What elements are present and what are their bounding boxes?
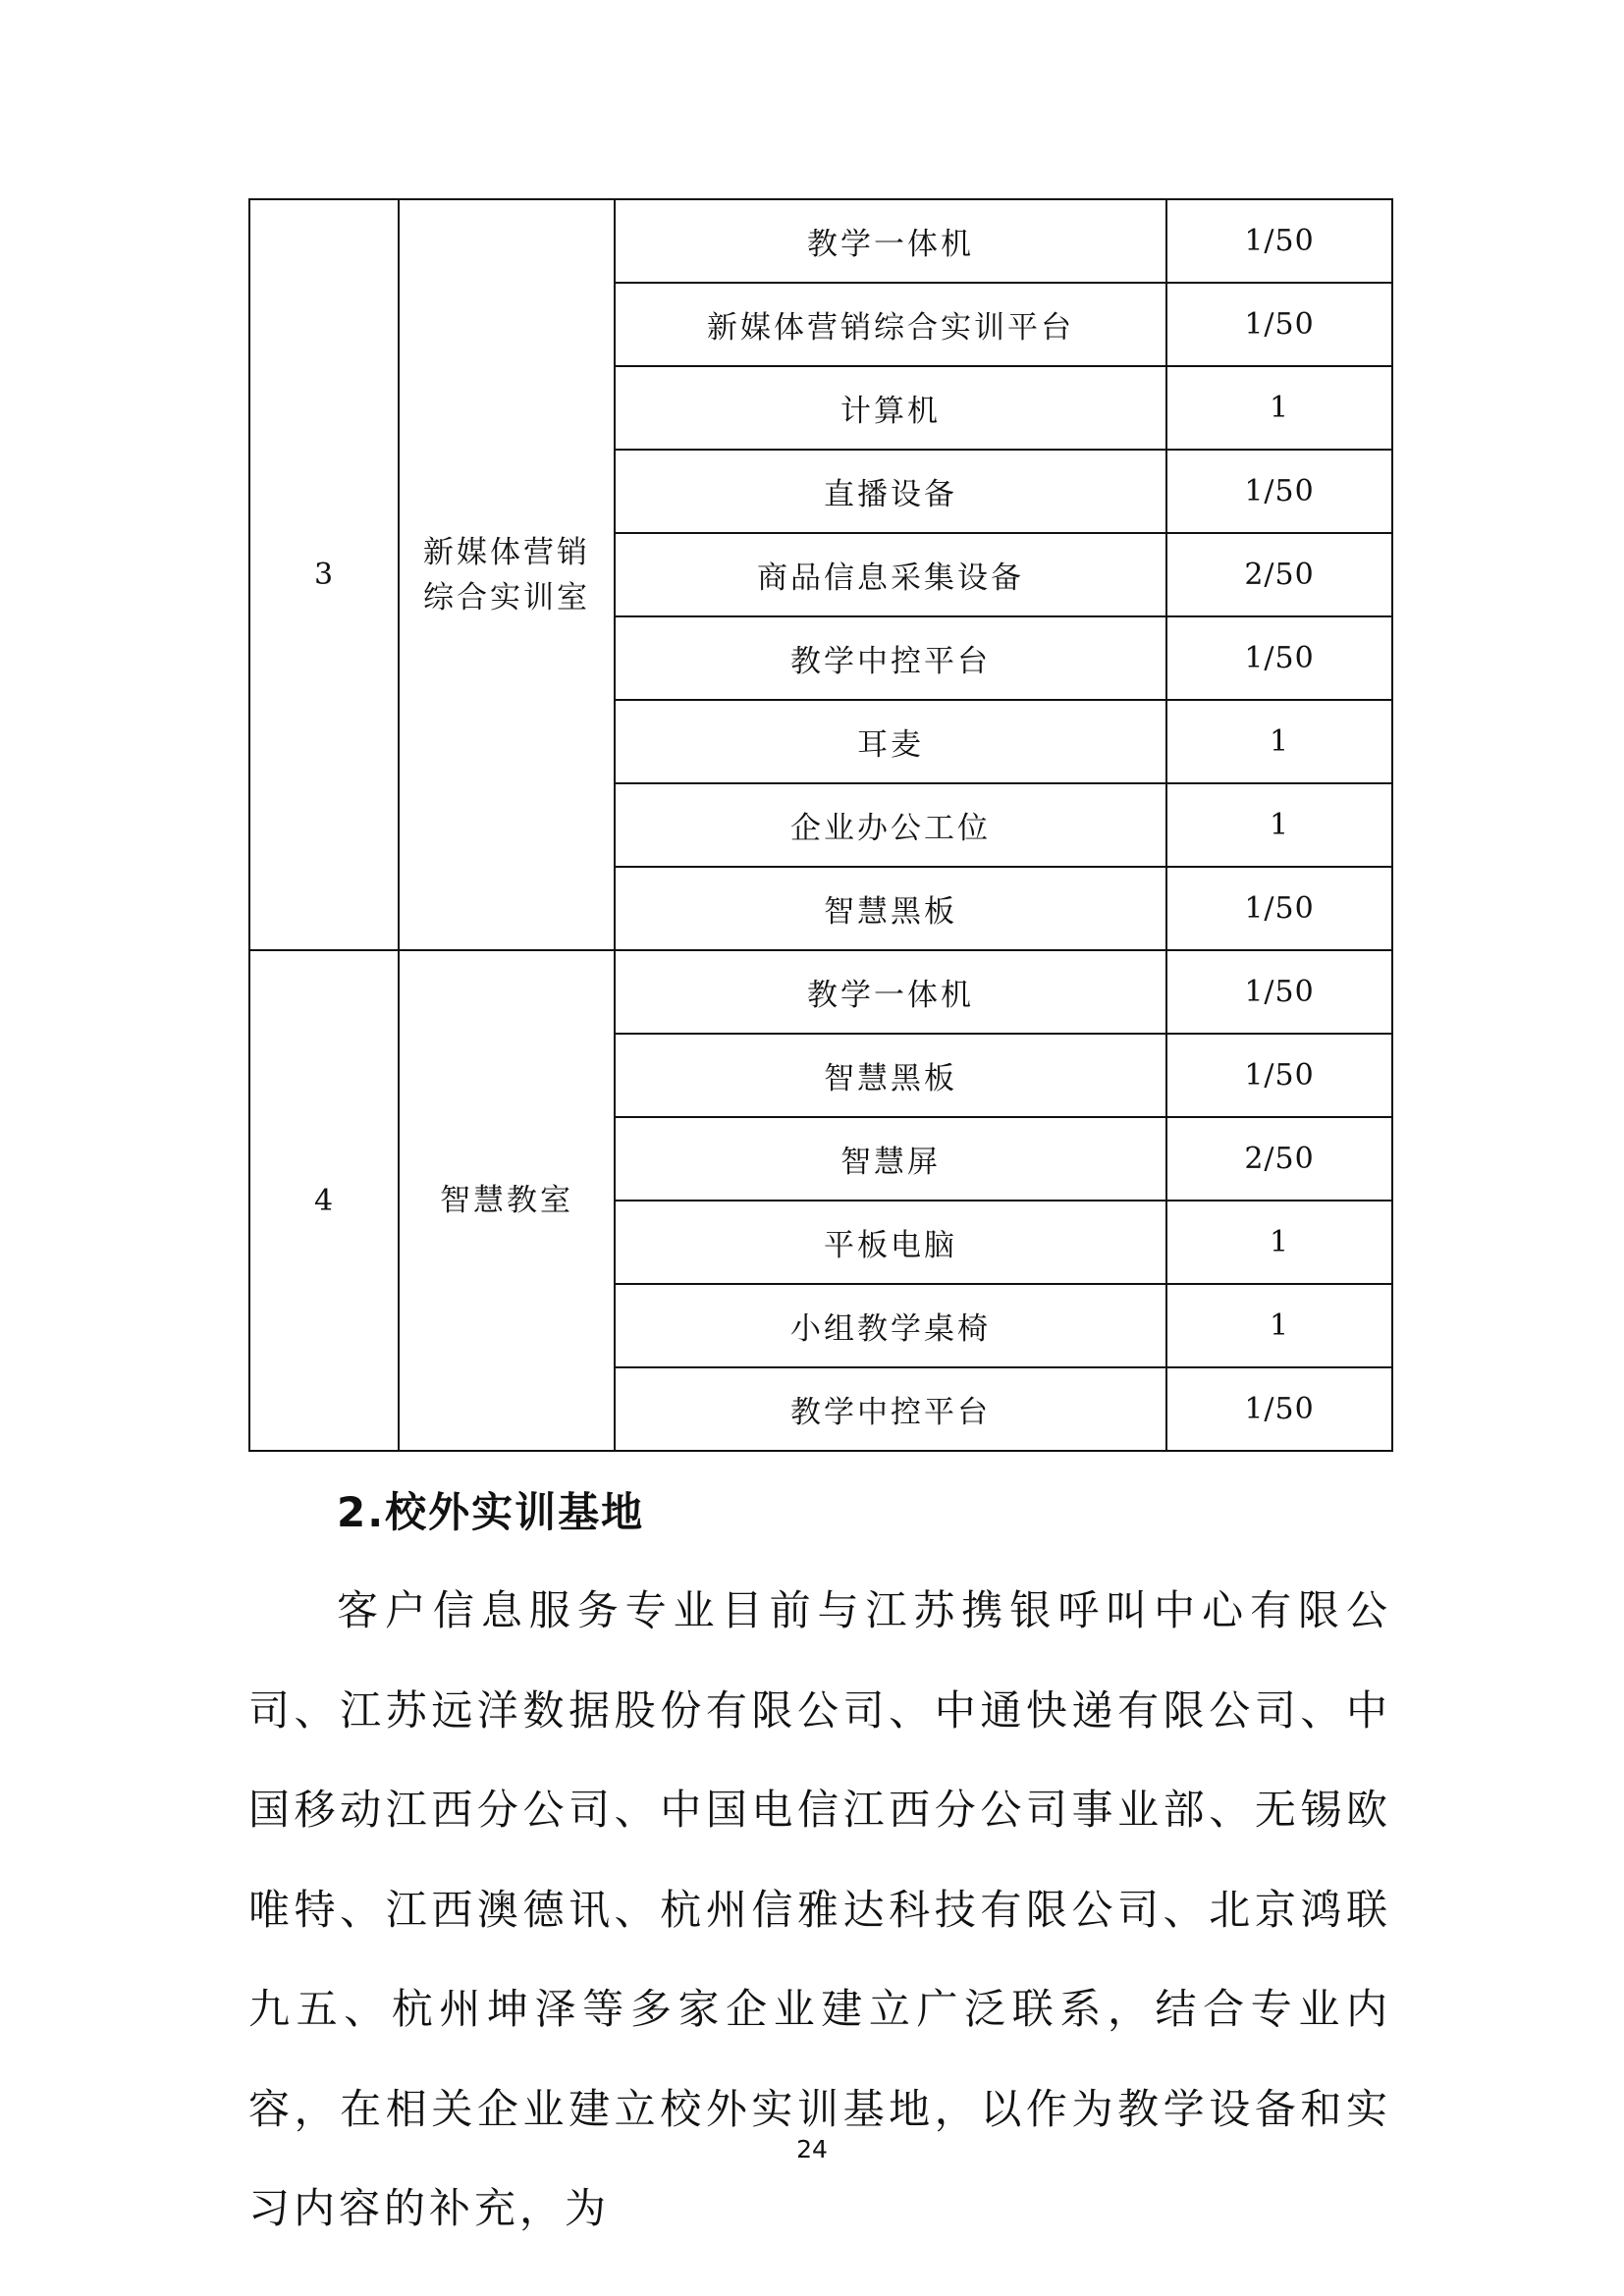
table-row (249, 950, 1392, 1034)
equipment-table (248, 198, 1393, 1452)
section-heading: 2.校外实训基地 (337, 1488, 645, 1536)
quantity-cell: 1/50 (1166, 867, 1392, 950)
quantity-cell: 1 (1166, 366, 1392, 450)
quantity-cell: 1/50 (1166, 199, 1392, 283)
equipment-name-cell: 计算机 (615, 366, 1166, 450)
equipment-name-cell: 智慧屏 (615, 1117, 1166, 1201)
row-number-cell: 4 (249, 950, 399, 1451)
page-number: 24 (796, 2135, 828, 2163)
equipment-name-cell: 直播设备 (615, 450, 1166, 533)
quantity-cell: 1 (1166, 1284, 1392, 1367)
equipment-name-cell: 平板电脑 (615, 1201, 1166, 1284)
row-number-cell: 3 (249, 199, 399, 950)
quantity-cell: 1 (1166, 783, 1392, 867)
room-name-line: 智慧教室 (440, 1183, 573, 1218)
body-paragraph: 客户信息服务专业目前与江苏携银呼叫中心有限公司、江苏远洋数据股份有限公司、中通快递有限公司、中国移动江西分公司、中国电信江西分公司事业部、无锡欧唯特、江西澳德讯、杭州信雅达科技有限公司、北京鸿联九五、杭州坤泽等多家企业建立广泛联系，结合专业内容，在相关企业建立校外实训基地，以作为教学设备和实习内容的补充，为 (248, 1586, 1391, 2232)
room-name-line: 综合实训室 (423, 579, 590, 615)
equipment-name-cell: 小组教学桌椅 (615, 1284, 1166, 1367)
quantity-cell: 2/50 (1166, 533, 1392, 616)
table-row (249, 199, 1392, 283)
equipment-name-cell: 教学中控平台 (615, 616, 1166, 700)
quantity-cell: 1 (1166, 700, 1392, 783)
equipment-name-cell: 智慧黑板 (615, 1034, 1166, 1117)
quantity-cell: 2/50 (1166, 1117, 1392, 1201)
quantity-cell: 1/50 (1166, 283, 1392, 366)
quantity-cell: 1/50 (1166, 1034, 1392, 1117)
room-name-cell (399, 199, 615, 950)
quantity-cell: 1 (1166, 1201, 1392, 1284)
equipment-name-cell: 企业办公工位 (615, 783, 1166, 867)
quantity-cell: 1/50 (1166, 1367, 1392, 1451)
equipment-name-cell: 新媒体营销综合实训平台 (615, 283, 1166, 366)
equipment-name-cell: 教学一体机 (615, 950, 1166, 1034)
room-name-cell (399, 950, 615, 1451)
equipment-name-cell: 教学中控平台 (615, 1367, 1166, 1451)
equipment-name-cell: 教学一体机 (615, 199, 1166, 283)
equipment-name-cell: 商品信息采集设备 (615, 533, 1166, 616)
quantity-cell: 1/50 (1166, 450, 1392, 533)
equipment-name-cell: 智慧黑板 (615, 867, 1166, 950)
equipment-name-cell: 耳麦 (615, 700, 1166, 783)
quantity-cell: 1/50 (1166, 950, 1392, 1034)
room-name-line: 新媒体营销 (423, 534, 590, 570)
quantity-cell: 1/50 (1166, 616, 1392, 700)
